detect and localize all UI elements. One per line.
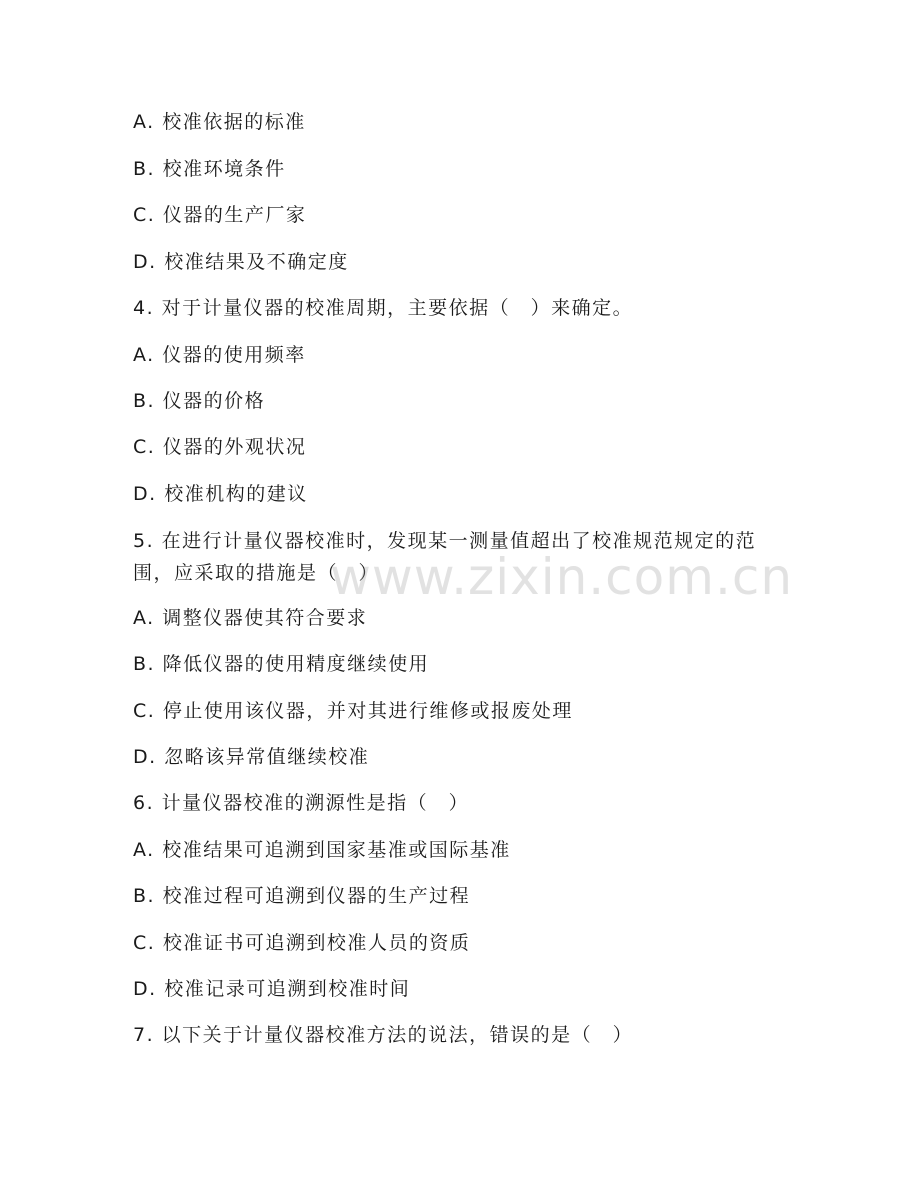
q3-option-a: A. 校准依据的标准 bbox=[133, 111, 306, 133]
q6-option-c: C. 校准证书可追溯到校准人员的资质 bbox=[133, 932, 471, 954]
question-5: 5. 在进行计量仪器校准时，发现某一测量值超出了校准规范规定的范围，应采取的措施是（ ） bbox=[133, 530, 757, 584]
q6-option-d: D. 校准记录可追溯到校准时间 bbox=[133, 978, 411, 1000]
question-4: 4. 对于计量仪器的校准周期，主要依据（ ）来确定。 bbox=[133, 297, 634, 319]
q3-option-d: D. 校准结果及不确定度 bbox=[133, 251, 349, 273]
q4-option-d: D. 校准机构的建议 bbox=[133, 483, 308, 505]
q4-option-b: B. 仪器的价格 bbox=[133, 390, 266, 412]
watermark: www.zixin.com.cn bbox=[330, 548, 794, 606]
q6-option-b: B. 校准过程可追溯到仪器的生产过程 bbox=[133, 885, 471, 907]
q3-option-c: C. 仪器的生产厂家 bbox=[133, 204, 307, 226]
q5-option-b: B. 降低仪器的使用精度继续使用 bbox=[133, 653, 430, 675]
q5-option-a: A. 调整仪器使其符合要求 bbox=[133, 607, 368, 629]
q5-option-c: C. 停止使用该仪器，并对其进行维修或报废处理 bbox=[133, 700, 573, 722]
q3-option-b: B. 校准环境条件 bbox=[133, 158, 286, 180]
q5-option-d: D. 忽略该异常值继续校准 bbox=[133, 746, 370, 768]
q6-option-a: A. 校准结果可追溯到国家基准或国际基准 bbox=[133, 839, 511, 861]
question-7: 7. 以下关于计量仪器校准方法的说法，错误的是（ ） bbox=[133, 1024, 634, 1046]
question-6: 6. 计量仪器校准的溯源性是指（ ） bbox=[133, 792, 470, 814]
q4-option-a: A. 仪器的使用频率 bbox=[133, 344, 306, 366]
q4-option-c: C. 仪器的外观状况 bbox=[133, 436, 307, 458]
